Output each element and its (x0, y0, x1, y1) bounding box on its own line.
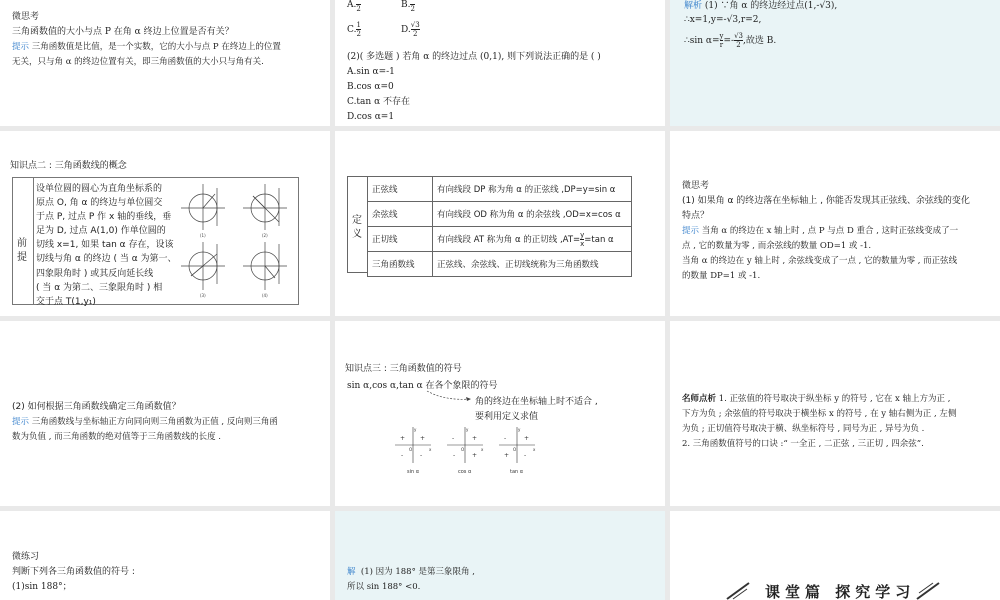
fig-label-3: (3) (200, 293, 206, 298)
unit-circle-fig-2 (243, 184, 287, 230)
hint-label: 提示 (12, 42, 30, 52)
slide-6-hint-2: 点 , 它的数量为零 , 而余弦线的数量 OD=1 或 -1. (682, 241, 872, 251)
choice-b: B.cos α=0 (347, 82, 394, 92)
cos-axis-y: y (466, 427, 469, 432)
choice-d: D.cos α=1 (347, 112, 395, 122)
unit-circle-fig-3 (181, 242, 225, 290)
cos-q2: - (452, 435, 455, 442)
table-row: 正弦线 有向线段 DP 称为角 α 的正弦线 ,DP=y=sin α (368, 177, 632, 202)
cos-q4: + (472, 452, 478, 459)
question-2: (2)( 多选题 ) 若角 α 的终边过点 (0,1), 则下列说法正确的是 ( ) (347, 52, 601, 62)
cos-q1: + (472, 435, 478, 442)
slide-10-question: 判断下列各三角函数值的符号 : (12, 567, 135, 577)
banner-title: 课堂篇 探究学习 (765, 583, 916, 600)
sin-q3: - (401, 452, 404, 459)
unit-circle-fig-1 (181, 184, 225, 230)
sin-label: sin α (407, 469, 420, 475)
sign-charts (393, 425, 543, 475)
solution-line-3: ∴sin α= $\frac{y}{r}$ =- $\frac{√3}{2}$ ,故选 B. (684, 32, 777, 49)
definition-side: 定 义 (347, 176, 368, 273)
sin-q1: + (420, 435, 426, 442)
slide-11 (335, 511, 665, 600)
fig-label-2: (2) (262, 233, 268, 238)
slide-9 (670, 321, 1000, 506)
slide-1-heading: 微思考 (12, 12, 40, 22)
slide-7-hint-1: 提示 三角函数线与坐标轴正方向同向则三角函数为正值 , 反向则三角函 (12, 417, 278, 427)
cos-axis-x: x (481, 447, 484, 452)
fig-label-4: (4) (262, 293, 268, 298)
note-line-1: 角的终边在坐标轴上时不适合 , (475, 397, 598, 407)
sin-q4: - (420, 452, 423, 459)
slide-9-line-1: 名师点析 1. 正弦值的符号取决于纵坐标 y 的符号 , 它在 x 轴上方为正 , (682, 394, 951, 404)
slide-1-question: 三角函数值的大小与点 P 在角 α 终边上位置是否有关？ (12, 27, 234, 37)
solution-line-2: ∴x=1,y=-√3,r=2, (684, 15, 762, 25)
option-d-top: D. $\frac{√3}{2}$ (401, 21, 420, 38)
premise-text: 设单位圆的圆心为直角坐标系的 原点 O, 角 α 的终边与单位圆交 于点 P, 过点 P 作 x 轴的垂线，垂 足为 D, 过点 A(1,0) 作单位圆的 切线 x=1, 如果 tan α 存在，设该 切线与角 α 的终边 ( 当 α 为第一、 四象限角时 ) 或其反向延长线 ( 当 α 为第二、三象限角时 ) 相 交于点 T(1,y₁) (36, 184, 177, 307)
choice-c: C.tan α 不存在 (347, 97, 411, 107)
tan-axis-o: O (513, 447, 517, 452)
option-c-top: C. $\frac{1}{2}$ (347, 21, 361, 38)
fig-label-1: (1) (200, 233, 206, 238)
unit-circle-figures (173, 180, 295, 302)
cos-label: cos α (458, 469, 472, 475)
slide-2 (335, 0, 665, 126)
slide-1 (0, 0, 330, 126)
slide-5 (335, 131, 665, 316)
slide-7-hint-2: 数为负值 , 而三角函数的绝对值等于三角函数线的长度 . (12, 432, 222, 442)
premise-box (12, 177, 299, 305)
table-row: 三角函数线 正弦线、余弦线、正切线统称为三角函数线 (368, 252, 632, 277)
choice-a: A.sin α=-1 (347, 67, 395, 77)
tan-label: tan α (510, 469, 524, 475)
slide-10-item-1: (1)sin 188°； (12, 582, 72, 592)
slide-7-question: (2) 如何根据三角函数线确定三角函数值？ (12, 402, 181, 412)
tan-axis-x: x (533, 447, 536, 452)
slide-4 (0, 131, 330, 316)
note-line-2: 要利用定义求值 (475, 412, 539, 422)
tan-q4: - (524, 452, 527, 459)
slide-6-heading: 微思考 (682, 181, 710, 191)
banner-slash-right (915, 581, 941, 600)
sin-axis-o: O (409, 447, 413, 452)
sign-subtitle: sin α,cos α,tan α 在各个象限的符号 (347, 381, 498, 391)
slide-10-heading: 微练习 (12, 552, 40, 562)
solution-line-1: 解析 (1) ∵角 α 的终边经过点(1,-√3), (684, 1, 838, 11)
slide-6-hint-4: 的数量 DP=1 或 -1. (682, 271, 761, 281)
cos-axis-o: O (461, 447, 465, 452)
slide-9-line-4: 2. 三角函数值符号的口诀 :“ 一全正 , 二正弦 , 三正切 , 四余弦”. (682, 439, 924, 449)
sin-axis-y: y (414, 427, 417, 432)
slide-11-line-1: 解 (1) 因为 188° 是第三象限角 , (347, 567, 475, 577)
slide-9-line-3: 为负 ; 正切值符号取决于横、纵坐标符号 , 同号为正 , 异号为负 . (682, 424, 925, 434)
option-b-top: B. 2 (401, 0, 415, 13)
slide-7 (0, 321, 330, 506)
slide-1-hint-1: 提示 三角函数值是比值，是一个实数，它的大小与点 P 在终边上的位置 (12, 42, 281, 52)
slide-1-hint-2: 无关，只与角 α 的终边位置有关，即三角函数值的大小只与角有关. (12, 57, 264, 67)
slide-6-hint-1: 提示 当角 α 的终边在 x 轴上时 , 点 P 与点 D 重合 , 这时正弦线变成了一 (682, 226, 959, 236)
table-row: 余弦线 有向线段 OD 称为角 α 的余弦线 ,OD=x=cos α (368, 202, 632, 227)
premise-side-label: 前 提 (13, 178, 34, 304)
knowledge-point-2-title: 知识点二 : 三角函数线的概念 (10, 161, 127, 171)
tan-q1: + (524, 435, 530, 442)
option-a-top: A. 2 (347, 0, 361, 13)
sin-axis-x: x (429, 447, 432, 452)
tan-q3: + (504, 452, 510, 459)
table-row: 正切线 有向线段 AT 称为角 α 的正切线 ,AT= $\frac{y}{x}$ =tan α (368, 227, 632, 252)
slide-6-hint-3: 当角 α 的终边在 y 轴上时 , 余弦线变成了一点 , 它的数量为零 , 而正弦线 (682, 256, 958, 266)
slide-8 (335, 321, 665, 506)
unit-circle-fig-4 (243, 242, 287, 290)
slide-9-line-2: 下方为负 ; 余弦值的符号取决于横坐标 x 的符号 , 在 y 轴右侧为正 , 左侧 (682, 409, 957, 419)
slide-6-q2: 特点？ (682, 211, 710, 221)
banner-slash-left (725, 581, 751, 600)
slide-12 (670, 511, 1000, 600)
tan-q2: - (504, 435, 507, 442)
slide-3 (670, 0, 1000, 126)
knowledge-point-3-title: 知识点三 : 三角函数值的符号 (345, 364, 462, 374)
sin-q2: + (400, 435, 406, 442)
tan-axis-y: y (518, 427, 521, 432)
slide-11-line-2: 所以 sin 188° <0. (347, 582, 421, 592)
slide-6 (670, 131, 1000, 316)
note-arrow (425, 389, 475, 405)
cos-q3: - (453, 452, 456, 459)
slide-10 (0, 511, 330, 600)
definition-table (367, 176, 632, 277)
slide-6-q1: (1) 如果角 α 的终边落在坐标轴上 , 你能否发现其正弦线、余弦线的变化 (682, 196, 970, 206)
